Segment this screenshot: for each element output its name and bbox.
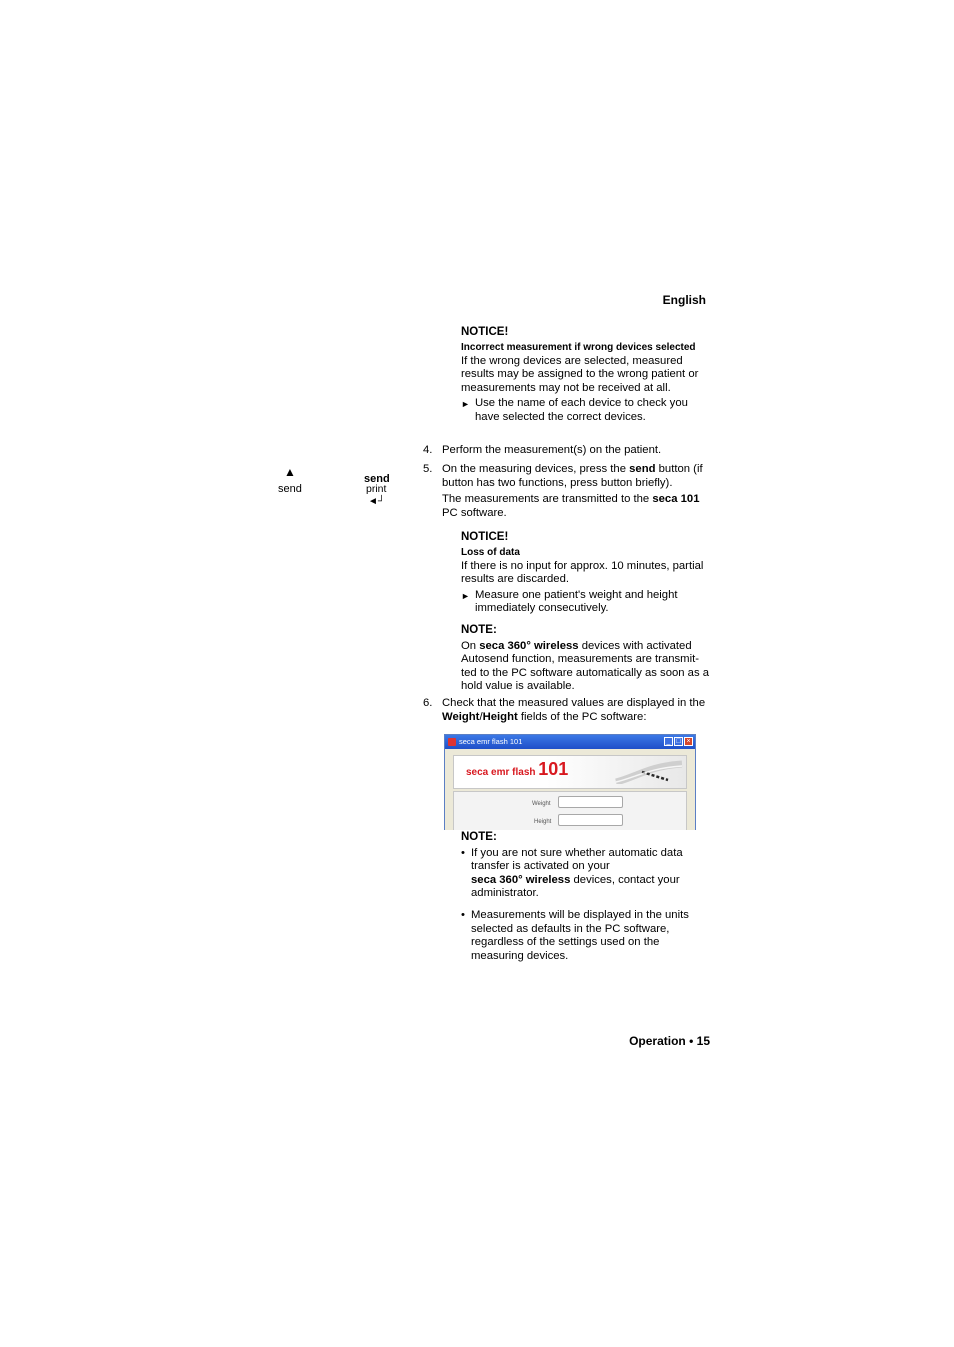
note-bullet: • If you are not sure whether automatic data transfer is activated on your seca 360° wireless devices, contact your administrator. <box>461 846 683 900</box>
notice-action-text: Measure one patient's weight and height immediately consecutively. <box>475 588 678 615</box>
page-footer: Operation • 15 <box>629 1034 710 1048</box>
notice-body: If there is no input for approx. 10 minutes, partial results are discarded. <box>461 559 704 586</box>
step-number: 5. <box>423 463 433 475</box>
step-6 <box>423 697 713 724</box>
note-body: On seca 360° wireless devices with activated Autosend function, measurements are transmit-ted to the PC software automatically as soon as a hold value is available. <box>461 639 710 693</box>
height-input[interactable] <box>558 814 623 826</box>
step-text: On the measuring devices, press the send button (if button has two functions, press button briefly). <box>442 463 703 489</box>
minimize-icon[interactable]: _ <box>664 737 673 746</box>
note-title: NOTE: <box>461 624 497 636</box>
brand-banner <box>453 755 687 789</box>
triangle-right-icon: ► <box>461 399 470 410</box>
close-icon[interactable]: × <box>684 737 693 746</box>
notice-body: If the wrong devices are selected, measured results may be assigned to the wrong patient or measurements may not be received at all. <box>461 354 699 394</box>
notice-loss-of-data <box>461 531 711 616</box>
note-title: NOTE: <box>461 831 497 843</box>
notice-action <box>461 589 711 616</box>
window-titlebar <box>445 735 695 749</box>
triangle-right-icon: ► <box>461 590 470 601</box>
note-autosend <box>461 624 711 694</box>
notice-wrong-devices <box>461 326 711 425</box>
step-4 <box>423 444 713 458</box>
up-arrow-icon: ▲ <box>284 465 296 479</box>
step-result: The measurements are transmitted to the seca 101 PC software. <box>442 493 700 519</box>
print-key-label: print <box>366 483 387 495</box>
measurement-form <box>453 791 687 830</box>
send-key-label-bold: send <box>364 473 390 485</box>
send-key-label: send <box>278 483 302 495</box>
brand-logo: seca emr flash 101 <box>466 759 569 779</box>
step-5 <box>423 463 713 520</box>
note-bullet: • Measurements will be displayed in the units selected as defaults in the PC software, regardless of the settings used on the measuring devices. <box>461 908 689 962</box>
bullet-icon: • <box>461 908 465 921</box>
height-label: Height <box>534 819 552 825</box>
notice-subtitle: Incorrect measurement if wrong devices selected <box>461 341 696 353</box>
window-title: seca emr flash 101 <box>459 737 523 746</box>
enter-icon: ◄┘ <box>368 496 385 507</box>
notice-action <box>461 397 711 424</box>
software-screenshot <box>444 734 696 830</box>
weight-label: Weight <box>532 801 551 807</box>
step-text: Check that the measured values are displayed in the Weight/Height fields of the PC software: <box>442 697 706 723</box>
note-data-transfer <box>461 831 711 963</box>
notice-title: NOTICE! <box>461 531 509 543</box>
notice-subtitle: Loss of data <box>461 546 520 558</box>
bullet-icon: • <box>461 846 465 859</box>
app-icon <box>448 738 456 746</box>
step-text: Perform the measurement(s) on the patient. <box>442 444 662 456</box>
notice-action-text: Use the name of each device to check you have selected the correct devices. <box>475 397 688 423</box>
header-language: English <box>662 293 706 307</box>
maximize-icon[interactable]: □ <box>674 737 683 746</box>
notice-title: NOTICE! <box>461 326 509 338</box>
step-number: 4. <box>423 444 433 456</box>
weight-input[interactable] <box>558 796 623 808</box>
cable-image-icon <box>614 760 684 784</box>
step-number: 6. <box>423 697 433 709</box>
